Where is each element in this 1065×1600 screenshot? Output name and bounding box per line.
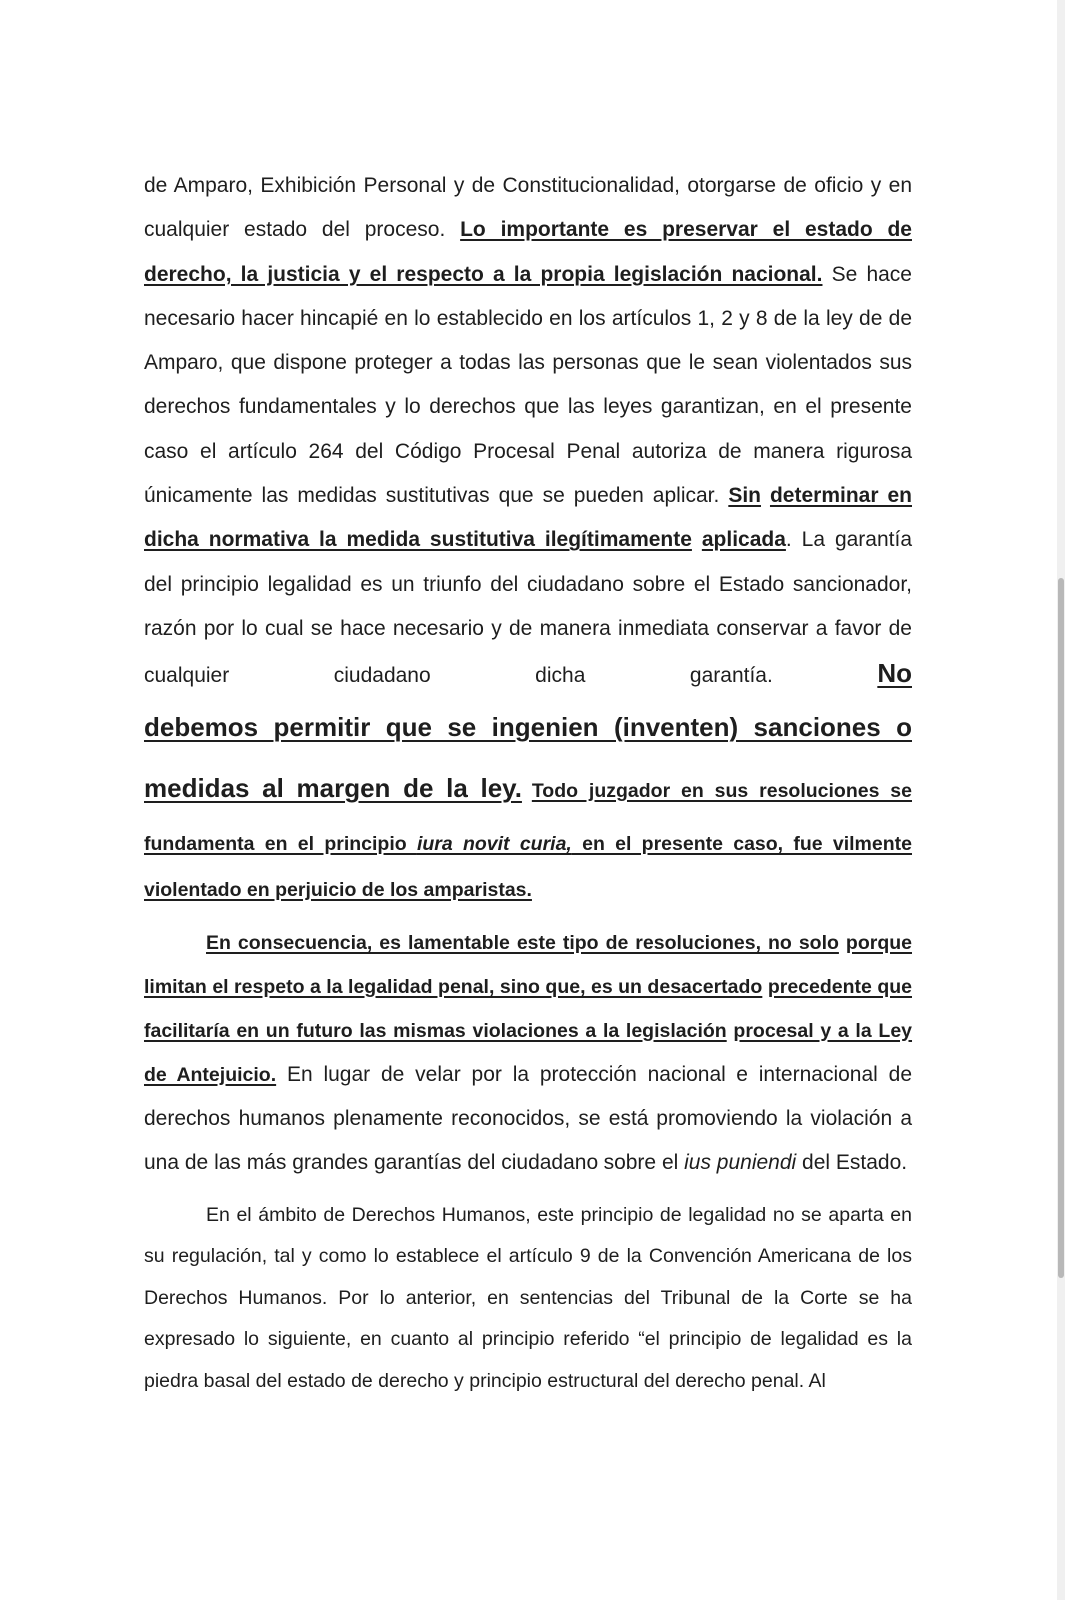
emphasis-text: fundamenta en el principio xyxy=(144,832,417,855)
text-line: necesario hacer hincapié en lo establecido en los artículos 1, 2 y 8 de la ley de xyxy=(144,306,883,330)
emphasis-text: aplicada xyxy=(701,528,786,552)
text-line: rigurosa únicamente las medidas sustitutivas que se pueden aplicar. xyxy=(144,439,912,508)
text-line: e internacional de derechos humanos plenamente reconocidos, se está xyxy=(144,1062,913,1130)
paragraph-3 xyxy=(144,1195,912,1403)
large-emphasis-line xyxy=(144,699,912,760)
emphasis-text: violentado en perjuicio de los amparistas. xyxy=(144,878,532,901)
emphasis-text: porque limitan el respeto a la legalidad penal, sino que, es un desacertado xyxy=(144,931,912,998)
text-line: Se hace xyxy=(822,262,912,286)
emphasis-text: en el presente caso, fue vilmente xyxy=(571,832,912,855)
large-emphasis-text: No xyxy=(877,658,912,689)
paragraph-1 xyxy=(144,164,912,699)
spacer-text xyxy=(522,784,532,801)
text-line: en cualquier estado del proceso. xyxy=(144,174,912,242)
text-line: inmediata conservar a favor de cualquier ciudadano dicha garantía. xyxy=(144,616,912,688)
text-line: presente caso el artículo 264 del Código Procesal Penal autoriza de manera xyxy=(144,395,912,463)
text-line: es la piedra basal del estado de derecho y principio estructural del derecho penal. Al xyxy=(144,1328,912,1392)
scrollbar-track[interactable] xyxy=(1057,0,1065,1600)
emphasis-text: En consecuencia, es lamentable este tipo de resoluciones, no solo xyxy=(206,931,839,954)
text-line: sus derechos fundamentales y lo derechos que las leyes garantizan, en el xyxy=(144,351,912,419)
latin-term: iura novit curia, xyxy=(416,832,572,855)
large-emphasis-line xyxy=(144,760,912,821)
emphasis-text: Todo juzgador en sus resoluciones se xyxy=(531,779,912,802)
text-line: de Amparo, que dispone proteger a todas las personas que le sean violentados xyxy=(144,306,912,375)
text-line: en su regulación, tal y como lo establece el artículo 9 de la Convención Americana xyxy=(144,1203,912,1268)
emphasis-text: precedente que facilitaría en un futuro las mismas violaciones a la legislación xyxy=(144,975,912,1042)
text-line: el Estado sancionador, razón por lo cual se hace necesario y de manera xyxy=(144,572,913,640)
text-line: promoviendo la violación a una de las más grandes garantías del ciudadano xyxy=(144,1106,913,1174)
emphasis-text: Lo importante es preservar el estado de xyxy=(460,218,912,242)
text-line: En lugar de velar por la protección nacional xyxy=(276,1062,726,1086)
scrollbar-thumb[interactable] xyxy=(1058,578,1064,1278)
emphasis-text: derecho, la justicia y el respecto a la propia legislación nacional. xyxy=(144,262,823,286)
text-line: de Amparo, Exhibición Personal y de Constitucionalidad, otorgarse de oficio y xyxy=(144,174,882,197)
text-line: sobre el xyxy=(603,1150,685,1174)
text-line: . La garantía del principio legalidad es un triunfo del ciudadano sobre xyxy=(144,528,913,596)
text-line: ha expresado lo siguiente, en cuanto al principio referido “el principio de legalidad xyxy=(144,1286,912,1351)
emphasis-text: determinar en dicha normativa la medida sustitutiva ilegítimamente xyxy=(144,484,912,552)
document-body xyxy=(144,164,912,1402)
bold-paragraph-tail xyxy=(144,821,912,913)
large-emphasis-text: debemos permitir que se ingenien (inventen) sanciones o xyxy=(144,711,912,742)
text-line: de los Derechos Humanos. Por lo anterior, en sentencias del Tribunal de la Corte se xyxy=(144,1245,912,1309)
large-emphasis-text: medidas al margen de la ley. xyxy=(144,772,522,803)
text-line: En el ámbito de Derechos Humanos, este principio de legalidad no se aparta xyxy=(206,1203,884,1226)
emphasis-text: procesal y a la Ley de Antejuicio. xyxy=(144,1019,913,1086)
emphasis-text: Sin xyxy=(728,484,761,508)
paragraph-2 xyxy=(144,921,912,1185)
text-line: del Estado. xyxy=(796,1150,908,1174)
latin-term: ius puniendi xyxy=(684,1150,797,1174)
